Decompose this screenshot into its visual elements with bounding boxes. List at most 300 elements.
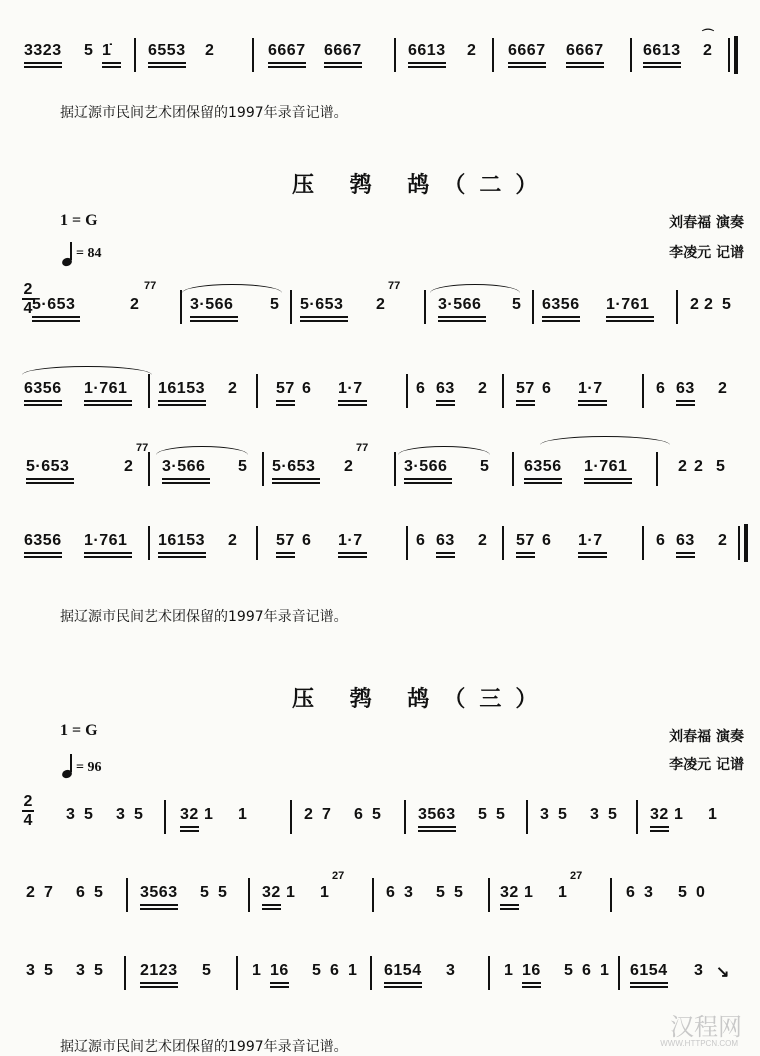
jianpu-note: 5 xyxy=(134,806,144,823)
time-signature: 2 4 xyxy=(23,281,33,317)
barline xyxy=(290,800,292,834)
beam-line xyxy=(338,556,367,558)
jianpu-note: 1 xyxy=(674,806,684,823)
jianpu-note: 5 xyxy=(200,884,210,901)
beam-line xyxy=(24,66,62,68)
beam-line xyxy=(676,400,695,402)
notator-credit: 李凌元 记谱 xyxy=(669,757,744,773)
barline xyxy=(728,38,730,72)
jianpu-note: 2 xyxy=(376,296,386,313)
beam-line xyxy=(650,830,669,832)
jianpu-note: 2 xyxy=(130,296,140,313)
jianpu-note: 3 xyxy=(540,806,550,823)
beam-line xyxy=(438,316,486,318)
beam-line xyxy=(162,482,210,484)
jianpu-note: 2 xyxy=(124,458,134,475)
beam-line xyxy=(190,320,238,322)
jianpu-note: 7 xyxy=(322,806,332,823)
beam-line xyxy=(140,982,178,984)
final-barline xyxy=(734,36,738,74)
jianpu-note: 2 xyxy=(694,458,704,475)
barline xyxy=(404,800,406,834)
jianpu-note: 6553 xyxy=(148,42,186,59)
jianpu-note: 5 xyxy=(512,296,522,313)
jianpu-note: 3 xyxy=(26,962,36,979)
beam-line xyxy=(270,982,289,984)
jianpu-note: 32 xyxy=(650,806,669,823)
beam-line xyxy=(32,316,80,318)
slur xyxy=(156,446,248,455)
jianpu-note: 6 xyxy=(542,532,552,549)
beam-line xyxy=(324,62,362,64)
jianpu-note: 5 xyxy=(84,806,94,823)
barline xyxy=(290,290,292,324)
jianpu-note: 57 xyxy=(276,532,295,549)
beam-line xyxy=(268,66,306,68)
jianpu-note: 6 xyxy=(302,380,312,397)
jianpu-note: 2 xyxy=(478,380,488,397)
jianpu-note: 0 xyxy=(696,884,706,901)
jianpu-note: 6356 xyxy=(24,532,62,549)
beam-line xyxy=(148,66,186,68)
jianpu-note: 5·653 xyxy=(26,458,70,475)
jianpu-note: 2 xyxy=(703,42,713,59)
jianpu-note: 5 xyxy=(270,296,280,313)
jianpu-note: 1·761 xyxy=(84,380,128,397)
jianpu-note: 2 xyxy=(678,458,688,475)
jianpu-note: 5 xyxy=(558,806,568,823)
beam-line xyxy=(24,62,62,64)
beam-line xyxy=(84,400,132,402)
beam-line xyxy=(500,904,519,906)
beam-line xyxy=(300,320,348,322)
beam-line xyxy=(404,482,452,484)
beam-line xyxy=(102,66,121,68)
beam-line xyxy=(384,986,422,988)
beam-line xyxy=(436,556,455,558)
beam-line xyxy=(584,482,632,484)
jianpu-note: 1 xyxy=(204,806,214,823)
jianpu-note: 6356 xyxy=(524,458,562,475)
beam-line xyxy=(158,400,206,402)
beam-line xyxy=(578,404,607,406)
beam-line xyxy=(650,826,669,828)
beam-line xyxy=(272,478,320,480)
jianpu-note: 3 xyxy=(116,806,126,823)
beam-line xyxy=(324,66,362,68)
beam-line xyxy=(24,400,62,402)
barline xyxy=(126,878,128,912)
beam-line xyxy=(338,404,367,406)
grace-notes: 27 xyxy=(332,870,345,882)
jianpu-note: 6356 xyxy=(542,296,580,313)
jianpu-note: 1·7 xyxy=(338,532,363,549)
jianpu-note: 5 xyxy=(496,806,506,823)
jianpu-note: 6 xyxy=(542,380,552,397)
beam-line xyxy=(578,556,607,558)
beam-line xyxy=(180,830,199,832)
jianpu-note: 2 xyxy=(228,380,238,397)
jianpu-note: 1 xyxy=(238,806,248,823)
beam-line xyxy=(524,478,562,480)
beam-line xyxy=(643,66,681,68)
jianpu-note: 5·653 xyxy=(300,296,344,313)
barline xyxy=(262,452,264,486)
beam-line xyxy=(516,556,535,558)
beam-line xyxy=(408,62,446,64)
beam-line xyxy=(436,404,455,406)
fermata-icon: ⌒ xyxy=(702,28,715,42)
slur xyxy=(430,284,520,293)
watermark-url: WWW.HTTPCN.COM xyxy=(660,1039,738,1048)
jianpu-note: 1 xyxy=(348,962,358,979)
barline xyxy=(488,956,490,990)
barline xyxy=(642,374,644,408)
jianpu-note: 3 xyxy=(446,962,456,979)
final-barline xyxy=(744,524,748,562)
piece-title: 压 鹁 鸪（三） xyxy=(292,687,552,712)
jianpu-note: 1 xyxy=(504,962,514,979)
beam-line xyxy=(270,986,289,988)
jianpu-note: 1 xyxy=(252,962,262,979)
jianpu-note: 2 xyxy=(344,458,354,475)
jianpu-note: 6667 xyxy=(508,42,546,59)
barline xyxy=(618,956,620,990)
beam-line xyxy=(418,826,456,828)
beam-line xyxy=(516,552,535,554)
beam-line xyxy=(276,404,295,406)
beam-line xyxy=(276,552,295,554)
jianpu-note: 2 xyxy=(704,296,714,313)
jianpu-note: 5 xyxy=(94,884,104,901)
beam-line xyxy=(262,904,281,906)
jianpu-note: 5 xyxy=(608,806,618,823)
beam-line xyxy=(262,908,281,910)
jianpu-note: 5 xyxy=(238,458,248,475)
jianpu-note: 5 xyxy=(94,962,104,979)
beam-line xyxy=(418,830,456,832)
beam-line xyxy=(408,66,446,68)
jianpu-note: 1 xyxy=(708,806,718,823)
grace-notes: 77 xyxy=(136,442,149,454)
beam-line xyxy=(190,316,238,318)
jianpu-note: 7 xyxy=(44,884,54,901)
jianpu-note: 6 xyxy=(330,962,340,979)
beam-line xyxy=(522,982,541,984)
tempo-marking: = 96 xyxy=(76,760,102,775)
jianpu-note: 6356 xyxy=(24,380,62,397)
key-signature: 1 = G xyxy=(60,212,98,229)
beam-line xyxy=(32,320,80,322)
beam-line xyxy=(24,552,62,554)
beam-line xyxy=(158,556,206,558)
jianpu-note: 1·761 xyxy=(606,296,650,313)
beam-line xyxy=(158,552,206,554)
beam-line xyxy=(630,982,668,984)
barline xyxy=(502,526,504,560)
jianpu-note: 3 xyxy=(644,884,654,901)
barline xyxy=(164,800,166,834)
key-signature: 1 = G xyxy=(60,722,98,739)
jianpu-note: 5·653 xyxy=(272,458,316,475)
beam-line xyxy=(578,552,607,554)
beam-line xyxy=(436,552,455,554)
barline xyxy=(180,290,182,324)
performer-credit: 刘春福 演奏 xyxy=(669,729,744,745)
beam-line xyxy=(508,66,546,68)
beam-line xyxy=(522,986,541,988)
beam-line xyxy=(162,478,210,480)
jianpu-note: 6 xyxy=(76,884,86,901)
notator-credit: 李凌元 记谱 xyxy=(669,245,744,261)
jianpu-note: 6154 xyxy=(384,962,422,979)
jianpu-note: 1 xyxy=(286,884,296,901)
performer-credit: 刘春福 演奏 xyxy=(669,215,744,231)
jianpu-note: 1·761 xyxy=(584,458,628,475)
barline xyxy=(394,452,396,486)
beam-line xyxy=(676,404,695,406)
jianpu-note: 3 xyxy=(76,962,86,979)
jianpu-note: 2 xyxy=(478,532,488,549)
beam-line xyxy=(338,400,367,402)
jianpu-note: 2123 xyxy=(140,962,178,979)
grace-notes: 27 xyxy=(570,870,583,882)
jianpu-note: 2 xyxy=(228,532,238,549)
beam-line xyxy=(268,62,306,64)
jianpu-note: 2 xyxy=(718,532,728,549)
barline xyxy=(248,878,250,912)
jianpu-note: 57 xyxy=(516,532,535,549)
barline xyxy=(406,374,408,408)
barline xyxy=(642,526,644,560)
beam-line xyxy=(140,986,178,988)
source-note: 据辽源市民间艺术团保留的1997年录音记谱。 xyxy=(60,1039,348,1055)
jianpu-note: 3323 xyxy=(24,42,62,59)
barline xyxy=(738,526,740,560)
jianpu-note: 1̇ xyxy=(102,42,112,59)
jianpu-note: 16 xyxy=(270,962,289,979)
jianpu-note: 32 xyxy=(180,806,199,823)
jianpu-note: 6 xyxy=(626,884,636,901)
jianpu-note: 6667 xyxy=(324,42,362,59)
beam-line xyxy=(26,482,74,484)
slur xyxy=(398,446,490,455)
barline xyxy=(370,956,372,990)
watermark-logo: 汉程网 xyxy=(670,1013,742,1041)
jianpu-note: 16 xyxy=(522,962,541,979)
beam-line xyxy=(84,552,132,554)
jianpu-note: 5 xyxy=(436,884,446,901)
jianpu-note: 5 xyxy=(372,806,382,823)
jianpu-note: 3·566 xyxy=(438,296,482,313)
barline xyxy=(148,526,150,560)
jianpu-note: 6613 xyxy=(643,42,681,59)
jianpu-note: 5 xyxy=(480,458,490,475)
jianpu-note: 5·653 xyxy=(32,296,76,313)
jianpu-note: 3 xyxy=(404,884,414,901)
jianpu-note: 5 xyxy=(202,962,212,979)
source-note: 据辽源市民间艺术团保留的1997年录音记谱。 xyxy=(60,105,348,121)
beam-line xyxy=(524,482,562,484)
grace-notes: 77 xyxy=(356,442,369,454)
beam-line xyxy=(140,904,178,906)
barline xyxy=(256,374,258,408)
jianpu-note: 2 xyxy=(467,42,477,59)
slur xyxy=(182,284,282,293)
barline xyxy=(252,38,254,72)
beam-line xyxy=(542,316,580,318)
jianpu-note: 3·566 xyxy=(404,458,448,475)
beam-line xyxy=(300,316,348,318)
score-line-0 xyxy=(0,42,760,82)
jianpu-note: 63 xyxy=(436,532,455,549)
jianpu-note: 57 xyxy=(276,380,295,397)
jianpu-note: 5 xyxy=(84,42,94,59)
barline xyxy=(630,38,632,72)
jianpu-note: 3 xyxy=(694,962,704,979)
jianpu-note: 1 xyxy=(320,884,330,901)
jianpu-note: 1·7 xyxy=(578,532,603,549)
beam-line xyxy=(676,556,695,558)
barline xyxy=(394,38,396,72)
beam-line xyxy=(276,556,295,558)
barline xyxy=(502,374,504,408)
jianpu-note: 6613 xyxy=(408,42,446,59)
beam-line xyxy=(272,482,320,484)
jianpu-note: 32 xyxy=(500,884,519,901)
jianpu-note: 32 xyxy=(262,884,281,901)
beam-line xyxy=(566,62,604,64)
beam-line xyxy=(276,400,295,402)
beam-line xyxy=(676,552,695,554)
jianpu-note: 1·7 xyxy=(578,380,603,397)
beam-line xyxy=(508,62,546,64)
jianpu-note: 6667 xyxy=(566,42,604,59)
jianpu-note: 2 xyxy=(304,806,314,823)
beam-line xyxy=(630,986,668,988)
beam-line xyxy=(84,556,132,558)
barline xyxy=(492,38,494,72)
beam-line xyxy=(24,556,62,558)
jianpu-note: 5 xyxy=(722,296,732,313)
barline xyxy=(424,290,426,324)
jianpu-note: 6 xyxy=(302,532,312,549)
slur xyxy=(22,366,152,375)
jianpu-note: 6667 xyxy=(268,42,306,59)
jianpu-note: 1 xyxy=(524,884,534,901)
barline xyxy=(148,374,150,408)
barline xyxy=(526,800,528,834)
jianpu-note: 1·761 xyxy=(84,532,128,549)
beam-line xyxy=(566,66,604,68)
slur xyxy=(540,436,670,445)
beam-line xyxy=(578,400,607,402)
jianpu-note: 16153 xyxy=(158,532,205,549)
barline xyxy=(636,800,638,834)
beam-line xyxy=(606,316,654,318)
grace-notes: 77 xyxy=(144,280,157,292)
beam-line xyxy=(500,908,519,910)
beam-line xyxy=(516,400,535,402)
jianpu-note: 63 xyxy=(436,380,455,397)
jianpu-note: 2 xyxy=(205,42,215,59)
beam-line xyxy=(438,320,486,322)
jianpu-note: 6 xyxy=(416,380,426,397)
beam-line xyxy=(24,404,62,406)
jianpu-note: 1 xyxy=(558,884,568,901)
jianpu-note: 5 xyxy=(716,458,726,475)
barline xyxy=(488,878,490,912)
jianpu-note: 3 xyxy=(66,806,76,823)
beam-line xyxy=(180,826,199,828)
jianpu-note: 2 xyxy=(690,296,700,313)
beam-line xyxy=(542,320,580,322)
glissando-icon: ↘ xyxy=(716,964,730,981)
jianpu-note: 63 xyxy=(676,532,695,549)
jianpu-note: 6 xyxy=(416,532,426,549)
jianpu-note: 6 xyxy=(656,532,666,549)
barline xyxy=(124,956,126,990)
jianpu-note: 1 xyxy=(600,962,610,979)
jianpu-note: 5 xyxy=(564,962,574,979)
jianpu-note: 5 xyxy=(454,884,464,901)
barline xyxy=(512,452,514,486)
beam-line xyxy=(384,982,422,984)
beam-line xyxy=(606,320,654,322)
barline xyxy=(676,290,678,324)
tempo-marking: = 84 xyxy=(76,246,102,261)
beam-line xyxy=(140,908,178,910)
jianpu-note: 1·7 xyxy=(338,380,363,397)
barline xyxy=(148,452,150,486)
jianpu-note: 5 xyxy=(478,806,488,823)
beam-line xyxy=(436,400,455,402)
barline xyxy=(656,452,658,486)
jianpu-note: 63 xyxy=(676,380,695,397)
jianpu-note: 5 xyxy=(312,962,322,979)
jianpu-note: 6 xyxy=(386,884,396,901)
beam-line xyxy=(584,478,632,480)
barline xyxy=(532,290,534,324)
jianpu-note: 2 xyxy=(718,380,728,397)
beam-line xyxy=(404,478,452,480)
jianpu-note: 16153 xyxy=(158,380,205,397)
jianpu-note: 5 xyxy=(678,884,688,901)
barline xyxy=(406,526,408,560)
jianpu-note: 3·566 xyxy=(190,296,234,313)
jianpu-note: 5 xyxy=(44,962,54,979)
jianpu-note: 2 xyxy=(26,884,36,901)
beam-line xyxy=(158,404,206,406)
barline xyxy=(236,956,238,990)
jianpu-note: 57 xyxy=(516,380,535,397)
barline xyxy=(256,526,258,560)
jianpu-note: 6 xyxy=(582,962,592,979)
barline xyxy=(610,878,612,912)
jianpu-note: 6 xyxy=(656,380,666,397)
beam-line xyxy=(102,62,121,64)
beam-line xyxy=(84,404,132,406)
piece-title: 压 鹁 鸪（二） xyxy=(292,173,552,198)
beam-line xyxy=(338,552,367,554)
beam-line xyxy=(148,62,186,64)
jianpu-note: 3563 xyxy=(140,884,178,901)
barline xyxy=(372,878,374,912)
grace-notes: 77 xyxy=(388,280,401,292)
jianpu-note: 3 xyxy=(590,806,600,823)
jianpu-note: 3563 xyxy=(418,806,456,823)
jianpu-note: 3·566 xyxy=(162,458,206,475)
